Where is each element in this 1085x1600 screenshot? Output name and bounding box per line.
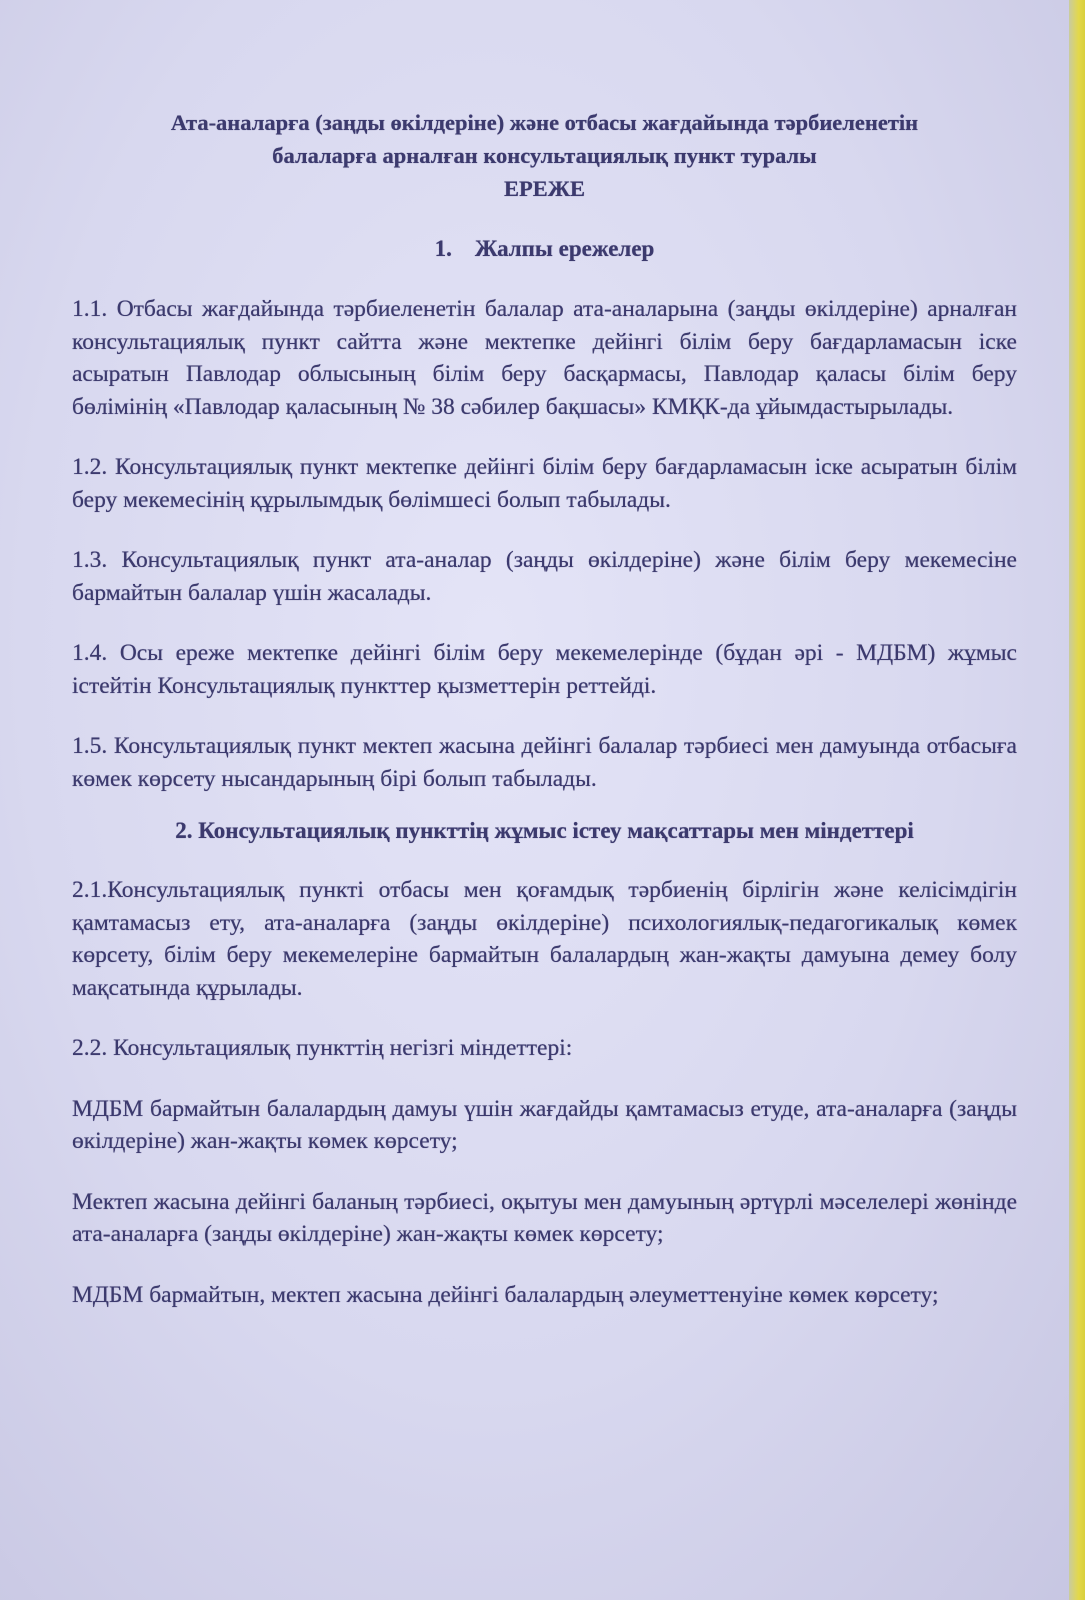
document-title	[72, 106, 1017, 205]
paragraph-2-1: 2.1.Консультациялық пункті отбасы мен қоғамдық тәрбиенің бірлігін және келісімдігін қамтамасыз ету, ата-аналарға (заңды өкілдеріне) психологиялық-педагогикалық көмек көрсету, білім беру мекемелеріне бармайтын балалардың жан-жақты дамуына демеу болу мақсатында құрылады.	[72, 877, 1017, 1001]
title-line-3: ЕРЕЖЕ	[503, 176, 585, 201]
paragraph-1-3: 1.3. Консультациялық пункт ата-аналар (заңды өкілдеріне) және білім беру мекемесіне бармайтын балалар үшін жасалады.	[72, 547, 1017, 606]
task-item-2: Мектеп жасына дейінгі баланың тәрбиесі, оқытуы мен дамуының әртүрлі мәселелері жөнінде ата-аналарға (заңды өкілдеріне) жан-жақты көмек көрсету;	[72, 1188, 1017, 1247]
background-edge	[1069, 0, 1085, 1600]
document-body	[72, 106, 1017, 1311]
task-item-3: МДБМ бармайтын, мектеп жасына дейінгі балалардың әлеуметтенуіне көмек көрсету;	[72, 1281, 939, 1308]
paragraph-1-5: 1.5. Консультациялық пункт мектеп жасына дейінгі балалар тәрбиесі мен дамуында отбасыға көмек көрсету нысандарының бірі болып табылады.	[72, 733, 1017, 792]
section-2-heading: 2. Консультациялық пункттің жұмыс істеу мақсаттары мен міндеттері	[175, 818, 914, 843]
title-line-1: Ата-аналарға (заңды өкілдеріне) және отбасы жағдайында тәрбиеленетін	[170, 110, 919, 135]
paragraph-1-4: 1.4. Осы ереже мектепке дейінгі білім беру мекемелерінде (бұдан әрі - МДБМ) жұмыс істейтін Консультациялық пункттер қызметтерін реттейді.	[72, 640, 1017, 699]
paragraph-2-2: 2.2. Консультациялық пункттің негізгі міндеттері:	[72, 1035, 573, 1061]
title-line-2: балаларға арналған консультациялық пункт туралы	[272, 143, 817, 168]
task-item-1: МДБМ бармайтын балалардың дамуы үшін жағдайды қамтамасыз етуде, ата-аналарға (заңды өкілдеріне) жан-жақты көмек көрсету;	[72, 1095, 1017, 1154]
paragraph-1-1: 1.1. Отбасы жағдайында тәрбиеленетін балалар ата-аналарына (заңды өкілдеріне) арналған консультациялық пункт сайтта және мектепке дейінгі білім беру бағдарламасын іске асыратын Павлодар облысының білім беру басқармасы, Павлодар қаласы білім беру бөлімінің «Павлодар қаласының № 38 сәбилер бақшасы» КМҚК-да ұйымдастырылады.	[72, 296, 1017, 420]
paragraph-1-2: 1.2. Консультациялық пункт мектепке дейінгі білім беру бағдарламасын іске асыратын білім беру мекемесінің құрылымдық бөлімшесі болып табылады.	[72, 454, 1017, 513]
section-1-heading: 1. Жалпы ережелер	[434, 236, 655, 261]
